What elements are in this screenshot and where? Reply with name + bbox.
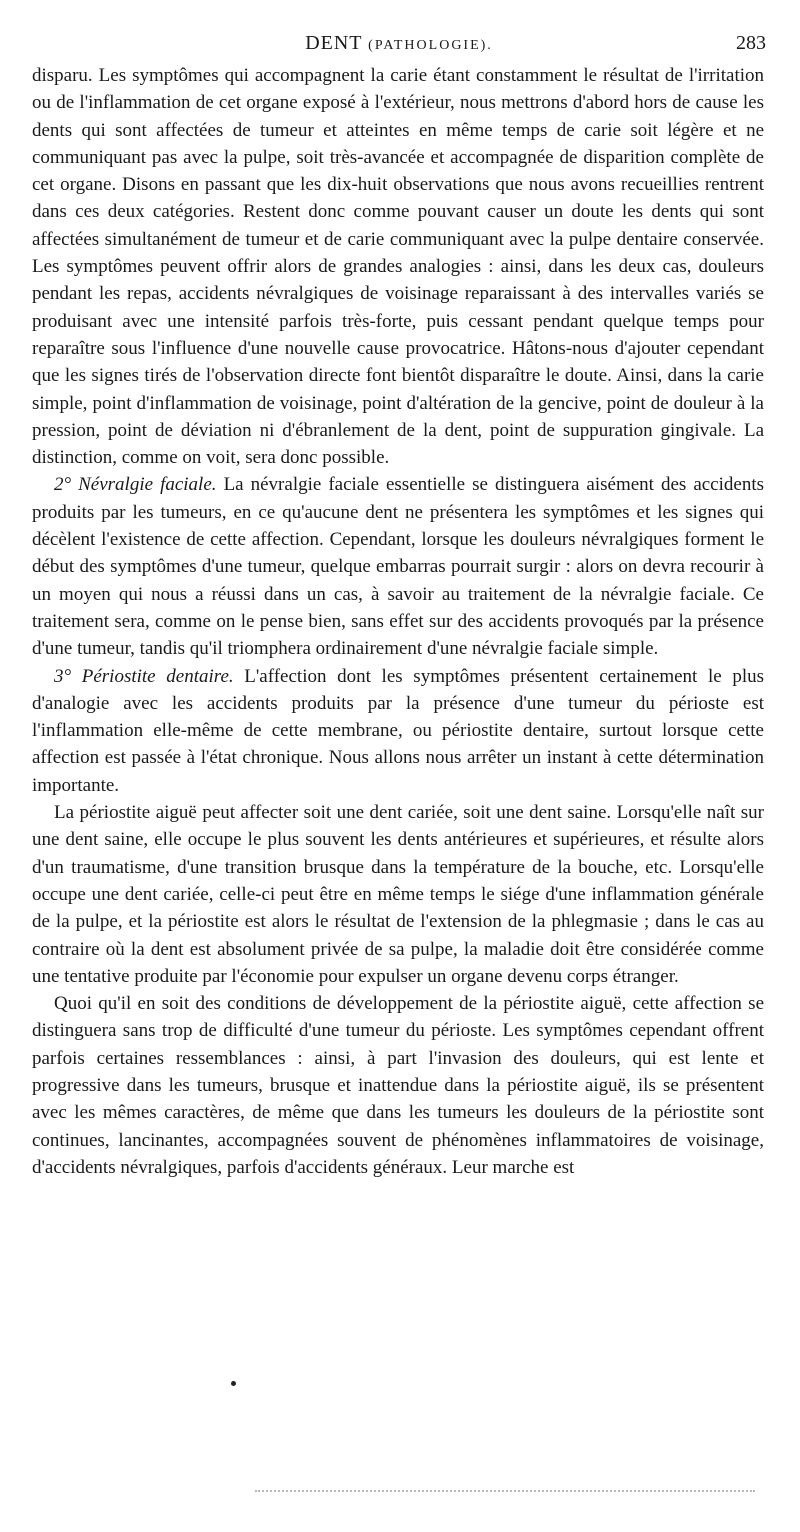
ink-spot: [231, 1381, 236, 1386]
paragraph-periostite-aigue: La périostite aiguë peut affecter soit une dent cariée, soit une dent saine. Lorsqu'elle naît sur une dent saine, elle occupe le plus souvent les dents antérieures et supérieures, et résulte alors d'un traumatisme, d'une transition brusque dans la température de la bouche, etc. Lorsqu'elle occupe une dent cariée, celle-ci peut être en même temps le siége d'une inflammation générale de la pulpe, et la périostite est alors le résultat de l'extension de la phlegmasie ; dans le cas au contraire où la dent est absolument privée de sa pulpe, la maladie doit être considérée comme une tentative produite par l'économie pour expulser un organe devenu corps étranger.: [32, 802, 764, 987]
footer-bleed-through: [255, 1490, 755, 1492]
page-number: 283: [736, 32, 766, 54]
section-label-nevralgie: 2° Névralgie faciale.: [54, 474, 217, 496]
running-head-subtitle: (PATHOLOGIE).: [368, 38, 493, 53]
paragraph-carie-distinction: disparu. Les symptômes qui accompagnent la carie étant constamment le résultat de l'irritation ou de l'inflammation de cet organe exposé à l'extérieur, nous mettrons d'abord hors de cause les dents qui sont affectées de tumeur et atteintes en même temps de carie soit légère et ne communiquant pas avec la pulpe, soit très-avancée et accompagnée de disparition complète de cet organe. Disons en passant que les dix-huit observations que nous avons recueillies rentrent dans ces deux catégories. Restent donc comme pouvant causer un doute les dents qui sont affectées simultanément de tumeur et de carie communiquant avec la pulpe dentaire conservée. Les symptômes peuvent offrir alors de grandes analogies : ainsi, dans les deux cas, douleurs pendant les repas, accidents névralgiques de voisinage reparaissant à des intervalles variés se produisant avec une intensité parfois très-forte, puis cessant pendant quelque temps pour reparaître sous l'influence d'une nouvelle cause provocatrice. Hâtons-nous d'ajouter cependant que les signes tirés de l'observation directe font bientôt disparaître le doute. Ainsi, dans la carie simple, point d'inflammation de voisinage, point d'altération de la gencive, point de douleur à la pression, point de déviation ni d'ébranlement de la dent, point de suppuration gingivale. La distinction, comme on voit, sera donc possible.: [32, 65, 764, 469]
section-label-periostite: 3° Périostite dentaire.: [54, 665, 234, 687]
paragraph-conditions-developpement: Quoi qu'il en soit des conditions de développement de la périostite aiguë, cette affection se distinguera sans trop de difficulté d'une tumeur du périoste. Les symptômes cependant offrent parfois certaines ressemblances : ainsi, à part l'invasion des douleurs, qui est lente et progressive dans les tumeurs, brusque et inattendue dans la périostite aiguë, ils se présentent avec les mêmes caractères, de même que dans les tumeurs les douleurs de la périostite sont continues, lancinantes, accompagnées souvent de phénomènes inflammatoires de voisinage, d'accidents névralgiques, parfois d'accidents généraux. Leur marche est: [32, 993, 764, 1178]
paragraph-text: La névralgie faciale essentielle se distinguera aisément des accidents produits par les tumeurs, en ce qu'aucune dent ne présentera les symptômes et les signes qui décèlent l'existence de cette affection. Cependant, lorsque les douleurs névralgiques forment le début des symptômes d'une tumeur, quelque embarras pourrait surgir : alors on devra recourir à un moyen qui nous a réussi dans un cas, à savoir au traitement de la névralgie faciale. Ce traitement sera, comme on le pense bien, sans effet sur des accidents provoqués par la présence d'une tumeur, tandis qu'il triomphera ordinairement d'une névralgie faciale simple.: [32, 474, 765, 660]
running-head-title: DENT: [305, 32, 363, 54]
running-head: [30, 32, 768, 55]
paragraph-nevralgie-faciale: [32, 471, 764, 662]
page-header: [30, 32, 768, 58]
paragraph-periostite-dentaire: [32, 663, 764, 799]
body-text: [32, 62, 764, 1181]
paragraph-text: L'affection dont les symptômes présentent certainement le plus d'analogie avec les accidents produits par la présence d'une tumeur du périoste est l'inflammation elle-même de cette membrane, ou périostite dentaire, surtout lorsque cette affection est passée à l'état chronique. Nous allons nous arrêter un instant à cette détermination importante.: [32, 665, 764, 796]
